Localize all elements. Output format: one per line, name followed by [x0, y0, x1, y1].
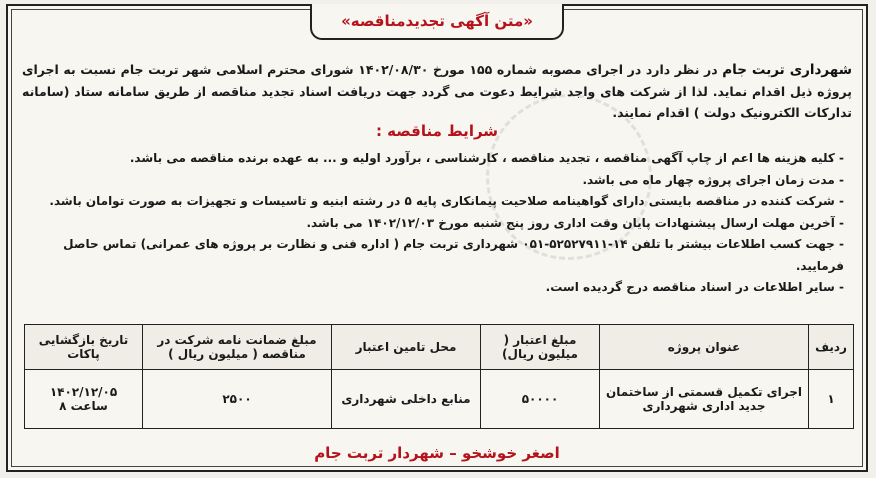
- table-header-row: [25, 325, 854, 370]
- condition-item: - آخرین مهلت ارسال پیشنهادات پایان وقت اداری روز پنج شنبه مورخ ۱۴۰۲/۱۲/۰۳ می باشد.: [22, 213, 844, 235]
- intro-text: در نظر دارد در اجرای مصوبه شماره ۱۵۵ مورخ ۱۴۰۲/۰۸/۳۰ شورای محترم اسلامی شهر تربت جام نسبت به اجرای پروژه ذیل اقدام نماید. لذا از شرکت های واجد شرایط دعوت می گردد جهت دریافت اسناد تجدید مناقصه از طریق سامانه ستاد (سامانه تدارکات الکترونیک دولت ) اقدام نمایند.: [22, 61, 852, 120]
- condition-item: - کلیه هزینه ها اعم از چاپ آگهی مناقصه ، تجدید مناقصه ، کارشناسی ، برآورد اولیه و ... به عهده برنده مناقصه می باشد.: [22, 148, 844, 170]
- opening-date: ۱۴۰۲/۱۲/۰۵: [49, 385, 118, 399]
- notice-frame: [6, 4, 868, 472]
- header-opening-date: تاریخ بازگشایی پاکات: [25, 325, 143, 370]
- conditions-list: [22, 148, 844, 299]
- cell-row-number: ۱: [809, 370, 854, 429]
- cell-credit-amount: ۵۰۰۰۰: [481, 370, 600, 429]
- intro-paragraph: [22, 59, 852, 123]
- signature: اصغر خوشخو – شهردار تربت جام: [314, 444, 560, 462]
- condition-item: - مدت زمان اجرای پروژه چهار ماه می باشد.: [22, 170, 844, 192]
- project-table: [24, 324, 854, 429]
- header-guarantee-amount: مبلغ ضمانت نامه شرکت در مناقصه ( میلیون ریال ): [143, 325, 332, 370]
- notice-title: «متن آگهی تجدیدمناقصه»: [310, 4, 564, 40]
- header-credit-amount: مبلغ اعتبار ( میلیون ریال): [481, 325, 600, 370]
- cell-guarantee-amount: ۲۵۰۰: [143, 370, 332, 429]
- cell-funding-source: منابع داخلی شهرداری: [332, 370, 481, 429]
- header-project-title: عنوان پروژه: [600, 325, 809, 370]
- cell-opening-date: [25, 370, 143, 429]
- condition-item: - سایر اطلاعات در اسناد مناقصه درج گردیده است.: [22, 277, 844, 299]
- cell-project-title: اجرای تکمیل قسمتی از ساختمان جدید اداری شهرداری: [600, 370, 809, 429]
- conditions-heading: شرایط مناقصه :: [375, 122, 499, 140]
- opening-time: ساعت ۸: [59, 399, 108, 413]
- header-row-number: ردیف: [809, 325, 854, 370]
- table-row: [25, 370, 854, 429]
- organization-name: شهرداری تربت جام: [722, 61, 852, 78]
- condition-item: - شرکت کننده در مناقصه بایستی دارای گواهینامه صلاحیت پیمانکاری پایه ۵ در رشته ابنیه و تاسیسات و تجهیزات به صورت توامان باشد.: [22, 191, 844, 213]
- header-funding-source: محل تامین اعتبار: [332, 325, 481, 370]
- condition-item: - جهت کسب اطلاعات بیشتر با تلفن ۱۴-۵۲۵۲۷۹۱۱-۰۵۱ شهرداری تربت جام ( اداره فنی و نظارت بر پروژه های عمرانی) تماس حاصل فرمایید.: [22, 234, 844, 277]
